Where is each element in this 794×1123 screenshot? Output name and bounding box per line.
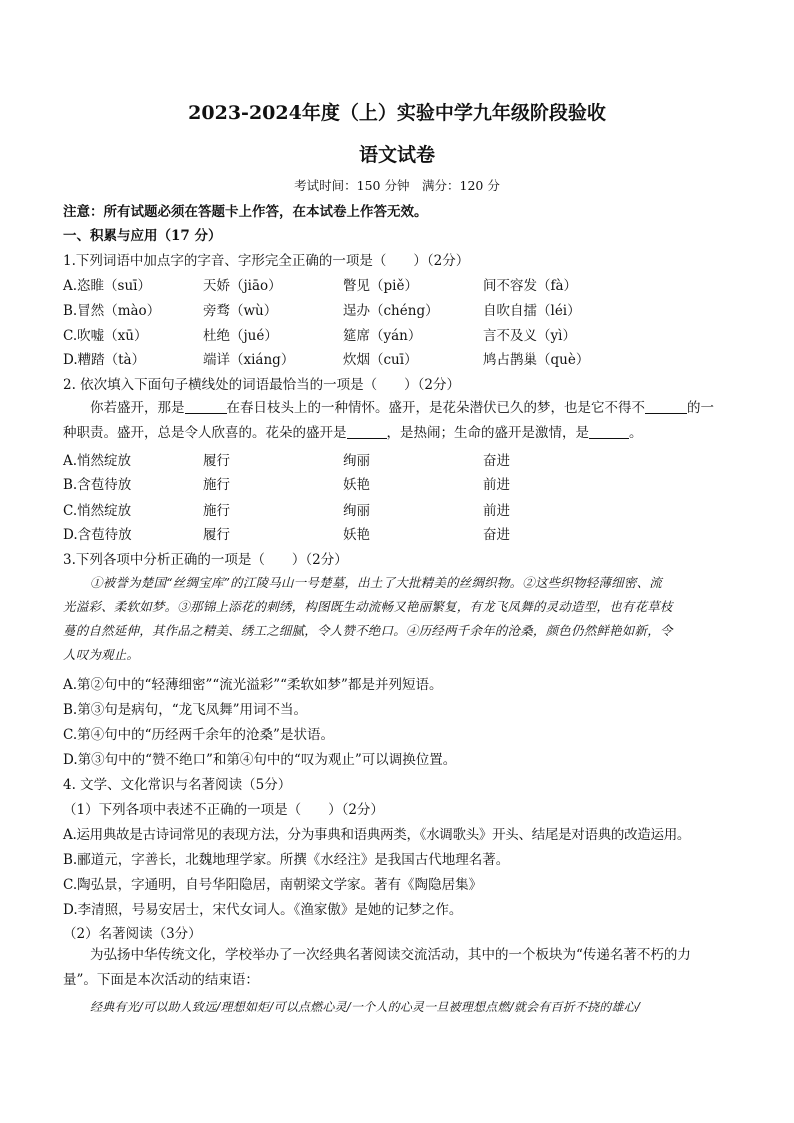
- q3-passage-line: 光溢彩、柔软如梦。③那锦上添花的刺绣，构图既生动流畅又艳丽繁复，有龙飞凤舞的灵动造型，也有花草枝: [63, 599, 673, 614]
- q1-option-cell: 自吹自擂（léi）: [483, 303, 581, 319]
- q3-option: A.第②句中的“轻薄细密”“流光溢彩”“柔软如梦”都是并列短语。: [63, 677, 443, 693]
- q3-passage-line: 蔓的自然延伸，其作品之精美、绣工之细腻，令人赞不绝口。④历经两千余年的沧桑，颜色仍然鲜艳如新，令: [63, 623, 673, 638]
- q2-option-cell: 绚丽: [343, 453, 370, 469]
- fill-blank: [645, 399, 687, 414]
- q1-option-cell: 瞥见（piě）: [343, 278, 418, 294]
- q4-sub2-stem: （2）名著阅读（3分）: [63, 926, 202, 942]
- q1-option-cell: 杜绝（jué）: [203, 328, 278, 344]
- q2-option-cell: B.含苞待放: [63, 477, 132, 493]
- q1-option-cell: A.恣睢（suī）: [63, 278, 151, 294]
- q4-sub1-option: C.陶弘景，字通明，自号华阳隐居，南朝梁文学家。著有《陶隐居集》: [63, 877, 483, 893]
- exam-notice: 注意：所有试题必须在答题卡上作答，在本试卷上作答无效。: [63, 204, 428, 220]
- q2-passage: [63, 396, 731, 446]
- q1-option-cell: 旁骛（wù）: [203, 303, 278, 319]
- q1-option-cell: 鸠占鹊巢（què）: [483, 352, 590, 368]
- q1-option-cell: 逞办（chéng）: [343, 303, 439, 319]
- q4-sub2-text: 量”。下面是本次活动的结束语：: [63, 972, 259, 988]
- q4-sub2-text: 为弘扬中华传统文化，学校举办了一次经典名著阅读交流活动，其中的一个板块为“传递名著不朽的力: [90, 947, 691, 963]
- q4-sub2-passage: [63, 943, 731, 993]
- q2-option-cell: 前进: [483, 477, 510, 493]
- q3-option: B.第③句是病句，“龙飞凤舞”用词不当。: [63, 702, 308, 718]
- exam-meta: 考试时间：150 分钟 满分：120 分: [294, 178, 500, 193]
- q1-option-cell: 间不容发（fà）: [483, 278, 578, 294]
- q2-option-cell: 履行: [203, 527, 230, 543]
- q4-sub1-stem: （1）下列各项中表述不正确的一项是（ ）（2分）: [63, 802, 384, 818]
- exam-title: 2023-2024年度（上）实验中学九年级阶段验收: [188, 102, 606, 124]
- q2-text: 。: [629, 425, 643, 441]
- q3-passage-line: ①被誉为楚国“丝绸宝库”的江陵马山一号楚墓，出土了大批精美的丝绸织物。②这些织物轻薄细密、流: [90, 575, 662, 590]
- q1-option-cell: 端详（xiáng）: [203, 352, 295, 368]
- q2-option-cell: 奋进: [483, 527, 510, 543]
- q3-stem: 3.下列各项中分析正确的一项是（ ）（2分）: [63, 552, 348, 568]
- fill-blank: [185, 399, 227, 414]
- q2-option-cell: 施行: [203, 503, 230, 519]
- q3-option: D.第③句中的“赞不绝口”和第④句中的“叹为观止”可以调换位置。: [63, 752, 457, 768]
- q4-sub1-option: B.郦道元，字善长，北魏地理学家。所撰《水经注》是我国古代地理名著。: [63, 852, 510, 868]
- q2-option-cell: 妖艳: [343, 527, 370, 543]
- q1-option-cell: 炊烟（cuī）: [343, 352, 418, 368]
- q1-option-cell: 筵席（yán）: [343, 328, 422, 344]
- q3-passage-line: 人叹为观止。: [63, 647, 140, 662]
- q2-stem: 2. 依次填入下面句子横线处的词语最恰当的一项是（ ）（2分）: [63, 377, 461, 393]
- q4-stem: 4. 文学、文化常识与名著阅读（5分）: [63, 777, 292, 793]
- q2-text: 你若盛开，那是: [90, 400, 185, 416]
- q2-text: ，是热闹；生命的盛开是激情，是: [386, 425, 589, 441]
- q4-sub1-option: A.运用典故是古诗词常见的表现方法，分为事典和语典两类，《水调歌头》开头、结尾是对语典的改造运用。: [63, 827, 691, 843]
- exam-subtitle: 语文试卷: [358, 144, 435, 166]
- q1-stem: 1.下列词语中加点字的字音、字形完全正确的一项是（ ）（2分）: [63, 253, 470, 269]
- q2-option-cell: 履行: [203, 453, 230, 469]
- q2-option-cell: A.悄然绽放: [63, 453, 132, 469]
- fill-blank: [347, 424, 387, 439]
- q4-sub1-option: D.李清照，号易安居士，宋代女词人。《渔家傲》是她的记梦之作。: [63, 902, 463, 918]
- q2-option-cell: 施行: [203, 477, 230, 493]
- q1-option-cell: 天娇（jiāo）: [203, 278, 282, 294]
- q1-option-cell: B.冒然（mào）: [63, 303, 161, 319]
- q2-option-cell: 绚丽: [343, 503, 370, 519]
- q3-option: C.第④句中的“历经两千余年的沧桑”是状语。: [63, 727, 334, 743]
- q2-text: 在春日枝头上的一种情怀。盛开，是花朵潜伏已久的梦，也是它不得不: [226, 400, 645, 416]
- section-heading: 一、积累与应用（17 分）: [63, 228, 222, 244]
- q2-option-cell: 妖艳: [343, 477, 370, 493]
- fill-blank: [589, 424, 629, 439]
- q3-passage: [63, 571, 731, 667]
- q1-option-cell: D.糟踏（tà）: [63, 352, 146, 368]
- q4-closing-quote: 经典有光/可以助人致远/理想如炬/可以点燃心灵/一个人的心灵一旦被理想点燃/就会有百折不挠的雄心/: [90, 1000, 641, 1014]
- q2-option-cell: C.悄然绽放: [63, 503, 132, 519]
- q1-option-cell: 言不及义（yì）: [483, 328, 576, 344]
- q1-option-cell: C.吹嘘（xū）: [63, 328, 148, 344]
- q2-text: 种职责。盛开，总是令人欣喜的。花朵的盛开是: [63, 425, 347, 441]
- q2-option-cell: 奋进: [483, 453, 510, 469]
- q2-option-cell: D.含苞待放: [63, 527, 132, 543]
- q2-option-cell: 前进: [483, 503, 510, 519]
- q2-text: 的一: [687, 400, 714, 416]
